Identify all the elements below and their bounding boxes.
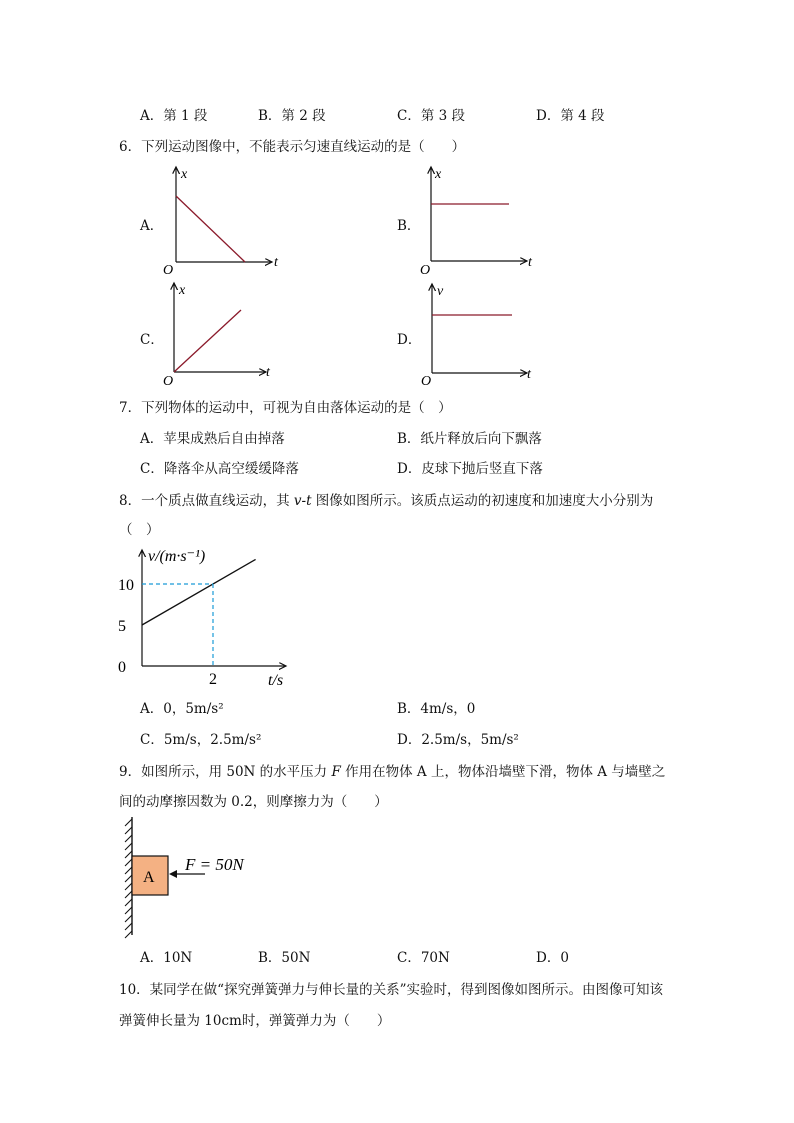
q9-block-label: A [143, 869, 155, 886]
q9-stem-line1 [119, 760, 665, 780]
q6-graph-b-origin: O [420, 263, 431, 278]
q6-label-b: B． [397, 218, 421, 234]
q9-stem-line2: 间的动摩擦因数为 0.2，则摩擦力为（ ） [119, 794, 388, 810]
q8-option-a: A．0，5m/s² [140, 701, 224, 717]
q6-graph-c-ylabel: x [179, 283, 186, 298]
q8-option-b: B．4m/s，0 [397, 701, 476, 717]
q6-graph-a-xlabel: t [274, 255, 278, 270]
q5-option-b: B．第 2 段 [258, 108, 326, 124]
q6-graph-b-xlabel: t [528, 255, 532, 270]
q8-stem-vt: v-t [293, 493, 312, 509]
q6-graph-a-line [176, 196, 245, 262]
q7-stem: 7．下列物体的运动中，可视为自由落体运动的是（ ） [119, 400, 452, 416]
q9-force-label: F = 50N [185, 855, 244, 874]
q8-stem [119, 489, 653, 509]
q9-option-b: B．50N [258, 950, 311, 966]
q10-stem-line1: 10．某同学在做“探究弹簧弹力与伸长量的关系”实验时，得到图像如图所示。由图像可知该 [119, 982, 663, 998]
q9-force-arrowhead [169, 870, 177, 878]
q6-label-d: D． [397, 332, 422, 348]
q8-stem-part-a: 8．一个质点做直线运动，其 [119, 493, 294, 509]
q8-y-tick-5: 5 [118, 618, 126, 635]
q8-option-d: D．2.5m/s，5m/s² [397, 732, 519, 748]
q7-option-c: C．降落伞从高空缓缓降落 [140, 461, 299, 477]
q5-option-a: A．第 1 段 [140, 108, 208, 124]
q8-ylabel: v/(m·s⁻¹) [148, 548, 206, 565]
q8-vt-chart [110, 540, 310, 690]
q10-stem-line2: 弹簧伸长量为 10cm时，弹簧弹力为（ ） [119, 1013, 391, 1029]
q6-graph-a-origin: O [163, 263, 174, 278]
q8-xlabel: t/s [268, 672, 284, 689]
q6-graph-b-ylabel: x [435, 167, 442, 182]
q9-stem-f: F [331, 764, 341, 780]
q6-graph-d-ylabel: v [437, 284, 444, 299]
q7-option-b: B．纸片释放后向下飘落 [397, 431, 542, 447]
q8-x-tick-2: 2 [209, 671, 217, 688]
q6-graph-d-origin: O [421, 374, 432, 389]
q6-graph-b [420, 167, 533, 278]
q8-data-line [142, 559, 256, 625]
q9-option-c: C．70N [397, 950, 450, 966]
q6-graph-c-line [174, 310, 241, 372]
q5-option-d: D．第 4 段 [536, 108, 605, 124]
q7-option-a: A．苹果成熟后自由掉落 [140, 431, 285, 447]
q8-stem-part-b: 图像如图所示。该质点运动的初速度和加速度大小分别为 [311, 493, 654, 509]
q9-stem-part-a: 9．如图所示，用 50N 的水平压力 [119, 764, 332, 780]
q7-option-d: D．皮球下抛后竖直下落 [397, 461, 543, 477]
q8-y-tick-10: 10 [118, 577, 134, 594]
q9-wall-hatch [125, 819, 132, 938]
q6-label-a: A． [140, 218, 164, 234]
q6-graph-a [163, 167, 279, 278]
q6-graph-c-xlabel: t [266, 365, 270, 380]
q9-figure [115, 815, 275, 940]
q8-option-c: C．5m/s，2.5m/s² [140, 732, 262, 748]
q6-graph-d-xlabel: t [527, 367, 531, 382]
q6-graphs [0, 0, 794, 400]
q6-graph-c-origin: O [163, 374, 174, 389]
q6-graph-c [163, 283, 271, 389]
q6-graph-a-ylabel: x [181, 167, 188, 182]
q9-stem-part-b: 作用在物体 A 上，物体沿墙壁下滑，物体 A 与墙壁之 [340, 764, 666, 780]
q5-option-c: C．第 3 段 [397, 108, 466, 124]
q6-stem: 6．下列运动图像中，不能表示匀速直线运动的是（ ） [119, 139, 466, 155]
q9-option-d: D．0 [536, 950, 569, 966]
q6-graph-d [421, 284, 532, 389]
q6-label-c: C． [140, 332, 164, 348]
q9-option-a: A．10N [140, 950, 193, 966]
q8-stem-paren: （ ） [119, 522, 160, 538]
q8-y-tick-0: 0 [118, 659, 126, 676]
